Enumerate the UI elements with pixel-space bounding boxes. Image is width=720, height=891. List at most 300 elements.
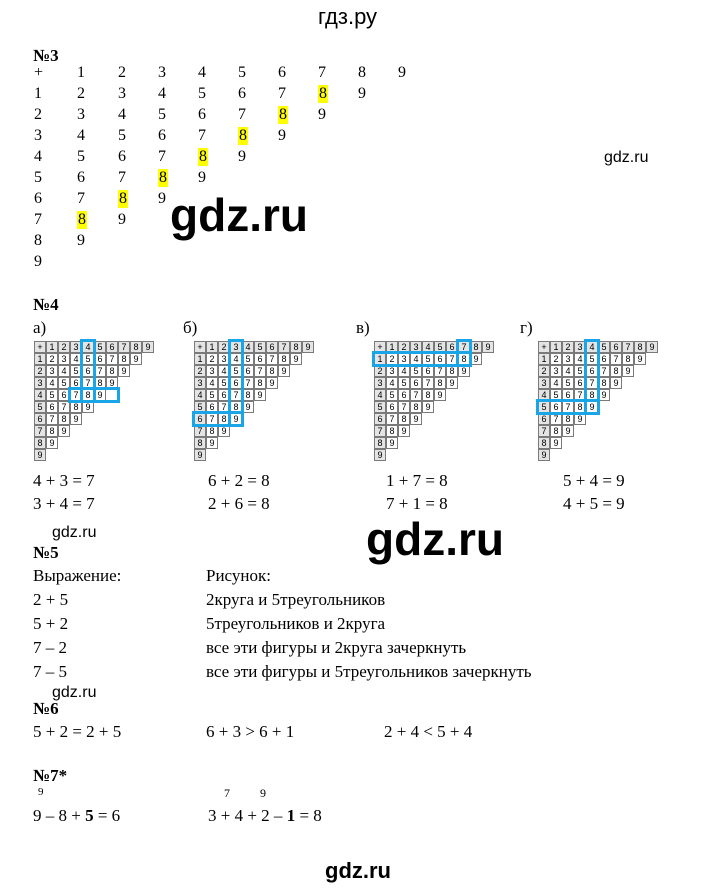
mini-table-cell: 5 [194,401,206,413]
mini-table-cell: 7 [386,413,398,425]
mini-table-cell: 9 [94,389,106,401]
task5-pic: все эти фигуры и 2круга зачеркнуть [206,638,467,657]
mini-table-cell: 2 [398,341,410,353]
task7-eq2-note: 9 [260,786,266,800]
mini-table-cell: 5 [574,365,586,377]
task4-g-eq2: 4 + 5 = 9 [563,494,625,513]
mini-table-cell: 7 [562,401,574,413]
mini-table-cell: 9 [610,377,622,389]
mini-table-cell: 3 [34,377,46,389]
table-cell: + [34,64,44,81]
mini-table-cell: 7 [538,425,550,437]
mini-table-cell: 4 [538,389,550,401]
mini-table-cell: 7 [70,389,82,401]
mini-table-cell: 5 [410,365,422,377]
mini-table-cell: 5 [538,401,550,413]
mini-table-cell: 8 [82,389,94,401]
mini-table-cell: 8 [446,365,458,377]
mini-table-cell: 4 [206,377,218,389]
mini-table-cell: 6 [70,377,82,389]
table-cell: 9 [77,232,85,249]
mini-table-cell: 9 [242,401,254,413]
task7-header: №7* [33,766,68,785]
mini-table-cell: + [374,341,386,353]
mini-table-cell: 8 [58,413,70,425]
mini-table-cell: 9 [550,437,562,449]
task7-eq2-post: = 8 [295,806,322,825]
mini-table-cell: 8 [470,341,482,353]
task4-a-eq1: 4 + 3 = 7 [33,471,95,490]
mini-table-cell: 9 [434,389,446,401]
table-cell: 4 [158,85,166,102]
mini-table-cell: 7 [58,401,70,413]
mini-table-cell: 6 [230,377,242,389]
mini-table-cell: 7 [422,377,434,389]
mini-table-cell: 2 [218,341,230,353]
mini-table-cell: 9 [302,341,314,353]
task7-eq1-post: = 6 [93,806,121,825]
mini-table-cell: 7 [434,365,446,377]
highlight-frame [536,399,600,415]
table-cell: 3 [34,127,42,144]
mini-table-cell: 5 [242,353,254,365]
table-cell: 9 [158,190,166,207]
task7-eq1-note: 9 [38,786,44,798]
table-cell: 5 [158,106,166,123]
mini-table-cell: 8 [266,365,278,377]
mini-table-cell: 3 [374,377,386,389]
mini-table-cell: 9 [46,437,58,449]
mini-table-cell: 7 [586,377,598,389]
mini-table-cell: 9 [106,377,118,389]
mini-table-cell: 8 [106,365,118,377]
table-cell: 9 [238,148,246,165]
mini-table-cell: 6 [598,353,610,365]
mini-table-cell: 8 [410,401,422,413]
mini-table-cell: 9 [70,413,82,425]
mini-table-cell: 9 [82,401,94,413]
mini-table-cell: 9 [446,377,458,389]
mini-table-cell: 8 [70,401,82,413]
task4-g-eq1: 5 + 4 = 9 [563,471,625,490]
mini-table-cell: 9 [130,353,142,365]
task5-col-expr-title: Выражение: [33,566,122,585]
table-cell: 2 [118,64,126,81]
mini-table-cell: + [194,341,206,353]
mini-table-cell: 8 [46,425,58,437]
mini-table-cell: 9 [254,389,266,401]
table-cell: 7 [238,106,246,123]
mini-table-cell: 8 [562,413,574,425]
task5-pic: 2круга и 5треугольников [206,590,386,609]
mini-table-cell: 6 [574,377,586,389]
mini-table-cell: 4 [194,389,206,401]
mini-table-cell: 7 [398,401,410,413]
mini-table-cell: 9 [34,449,46,461]
mini-table-cell: 7 [34,425,46,437]
table-cell: 7 [318,64,326,81]
task5-expr: 2 + 5 [33,590,69,609]
table-cell: 9 [118,211,126,228]
mini-table-cell: 3 [574,341,586,353]
mini-table-cell: 8 [386,425,398,437]
mini-table-cell: 5 [230,365,242,377]
mini-table-cell: 6 [374,413,386,425]
mini-table-cell: 6 [94,353,106,365]
mini-table-cell: 9 [562,425,574,437]
table-cell: 6 [238,85,246,102]
mini-table-cell: 1 [374,353,386,365]
mini-table-cell: 7 [218,401,230,413]
mini-table-cell: 3 [194,377,206,389]
mini-table-cell: 7 [550,413,562,425]
table-cell: 8 [78,211,86,228]
table-cell: 8 [119,190,127,207]
mini-table-cell: 2 [550,353,562,365]
mini-table-cell: 6 [550,401,562,413]
table-cell: 1 [34,85,42,102]
mini-table-cell: 7 [278,341,290,353]
mini-table-cell: 2 [374,365,386,377]
task4-label-g: г) [520,318,533,337]
mini-table-cell: 4 [550,377,562,389]
mini-table-cell: 2 [58,341,70,353]
table-cell: 3 [77,106,85,123]
table-cell: 9 [198,169,206,186]
mini-table-cell: 7 [598,365,610,377]
mini-table-cell: 9 [230,413,242,425]
mini-table-cell: 6 [446,341,458,353]
mini-table-cell: 5 [58,377,70,389]
mini-table-cell: 8 [118,353,130,365]
mini-table-cell: 4 [574,353,586,365]
table-cell: 4 [34,148,42,165]
mini-table-cell: 7 [622,341,634,353]
mini-table-cell: 5 [386,389,398,401]
mini-table-cell: 3 [538,377,550,389]
mini-table-cell: 8 [34,437,46,449]
mini-table-cell: 9 [374,449,386,461]
mini-table-cell: 8 [422,389,434,401]
mini-table-cell: 7 [410,389,422,401]
task5-expr: 7 – 5 [33,662,67,681]
highlight-frame [456,339,472,367]
mini-table-cell: 8 [574,401,586,413]
mini-table-cell: 7 [118,341,130,353]
table-cell: 2 [77,85,85,102]
task4-b-eq1: 6 + 2 = 8 [208,471,270,490]
mini-table-cell: 1 [206,341,218,353]
mini-table-cell: 9 [58,425,70,437]
mini-table-cell: 8 [218,413,230,425]
mini-table-cell: 6 [266,341,278,353]
table-cell: 5 [118,127,126,144]
table-cell: 3 [118,85,126,102]
mini-table-cell: 8 [254,377,266,389]
mini-table-cell: 7 [610,353,622,365]
table-cell: 6 [158,127,166,144]
mini-table-cell: 5 [550,389,562,401]
mini-table-cell: 9 [386,437,398,449]
watermark-large: gdz.ru [366,513,504,565]
mini-table-cell: 5 [434,341,446,353]
mini-table-cell: 8 [194,437,206,449]
mini-table-cell: 6 [386,401,398,413]
mini-table-cell: 6 [242,365,254,377]
mini-table-cell: 2 [206,353,218,365]
mini-table-cell: 2 [34,365,46,377]
task7-eq2-pre: 3 + 4 + 2 – [208,806,287,825]
mini-table-cell: 3 [398,353,410,365]
mini-table-cell: 9 [422,401,434,413]
mini-table-cell: 5 [562,377,574,389]
mini-table-cell: 6 [586,365,598,377]
task5-expr: 7 – 2 [33,638,67,657]
mini-table-cell: 3 [218,353,230,365]
mini-table-cell: 7 [574,389,586,401]
mini-table-cell: 5 [82,353,94,365]
mini-table-cell: 9 [218,425,230,437]
table-cell: 5 [238,64,246,81]
mini-table-cell: 1 [550,341,562,353]
mini-table-cell: 6 [106,341,118,353]
task7-eq1 [33,806,120,826]
mini-table-cell: 5 [34,401,46,413]
watermark-small: gdz.ru [52,524,97,541]
table-cell: 7 [118,169,126,186]
mini-table-cell: 8 [434,377,446,389]
mini-table-cell: 1 [34,353,46,365]
mini-table-cell: 9 [194,449,206,461]
mini-table-cell: 8 [130,341,142,353]
table-cell: 6 [278,64,286,81]
mini-table-cell: 7 [374,425,386,437]
task7-eq1-answer: 5 [85,806,94,825]
mini-table-cell: 6 [254,353,266,365]
mini-table-cell: 7 [194,425,206,437]
mini-table-cell: 6 [398,389,410,401]
mini-table-cell: 7 [230,389,242,401]
mini-table-cell: 5 [94,341,106,353]
watermark-footer: gdz.ru [325,858,391,883]
table-cell: 7 [198,127,206,144]
mini-table-cell: 4 [586,341,598,353]
mini-table-cell: 9 [538,449,550,461]
table-cell: 4 [198,64,206,81]
mini-table-cell: 4 [410,353,422,365]
task5-pic: 5треугольников и 2круга [206,614,386,633]
task5-expr: 5 + 2 [33,614,69,633]
mini-table-cell: 7 [458,341,470,353]
mini-table-cell: 9 [586,401,598,413]
mini-table-cell: 5 [374,401,386,413]
mini-table-cell: 6 [410,377,422,389]
mini-table-cell: 6 [194,413,206,425]
mini-table-cell: 5 [598,341,610,353]
watermark-small: gdz.ru [604,149,649,166]
mini-table-cell: 2 [46,353,58,365]
mini-table-cell: 6 [422,365,434,377]
mini-table-cell: 9 [622,365,634,377]
task6-item: 5 + 2 = 2 + 5 [33,722,122,741]
mini-table-cell: 6 [538,413,550,425]
task6-item: 2 + 4 < 5 + 4 [384,722,473,741]
mini-table-cell: 7 [82,377,94,389]
mini-table-cell: 8 [242,389,254,401]
task7-eq1-pre: 9 – 8 + [33,806,86,825]
watermark-large: gdz.ru [170,189,308,241]
mini-table-cell: 5 [422,353,434,365]
mini-table-cell: 7 [206,413,218,425]
mini-table-cell: 4 [386,377,398,389]
mini-table-cell: 3 [410,341,422,353]
mini-table-cell: 3 [206,365,218,377]
mini-table-cell: 3 [562,353,574,365]
mini-table-cell: 4 [562,365,574,377]
mini-table-cell: 5 [254,341,266,353]
mini-table-cell: 9 [598,389,610,401]
mini-table-cell: + [538,341,550,353]
mini-table-cell: 8 [634,341,646,353]
table-cell: 9 [398,64,406,81]
mini-table-cell: 8 [622,353,634,365]
highlight-frame [80,339,96,403]
task4-label-a: а) [33,318,47,337]
task4-b-eq2: 2 + 6 = 8 [208,494,270,513]
task7-eq2 [208,806,322,826]
mini-table-cell: 2 [538,365,550,377]
mini-table-cell: 6 [610,341,622,353]
mini-table-cell: 4 [230,353,242,365]
mini-table-cell: 9 [410,413,422,425]
table-cell: 9 [34,253,42,270]
table-cell: 7 [34,211,42,228]
table-cell: 5 [198,85,206,102]
mini-table-cell: 1 [194,353,206,365]
table-cell: 8 [34,232,42,249]
mini-table-cell: 5 [206,389,218,401]
mini-table-cell: 7 [94,365,106,377]
mini-table-cell: 7 [446,353,458,365]
mini-table-cell: 7 [266,353,278,365]
mini-table-cell: 3 [386,365,398,377]
task7-eq2-note: 7 [224,786,230,800]
table-cell: 6 [77,169,85,186]
mini-table-cell: 5 [586,353,598,365]
table-cell: 9 [318,106,326,123]
task4-label-b: б) [183,318,198,337]
mini-table-cell: 4 [242,341,254,353]
task6-item: 6 + 3 > 6 + 1 [206,722,295,741]
task4-a-eq2: 3 + 4 = 7 [33,494,95,513]
mini-table-cell: + [34,341,46,353]
table-cell: 4 [118,106,126,123]
mini-table-cell: 5 [46,389,58,401]
mini-table-cell: 9 [398,425,410,437]
mini-table-cell: 4 [46,377,58,389]
table-cell: 1 [77,64,85,81]
mini-table-cell: 8 [374,437,386,449]
table-cell: 9 [278,127,286,144]
mini-table-cell: 9 [290,353,302,365]
task4-header: №4 [33,295,59,314]
task5-col-pic-title: Рисунок: [206,566,271,585]
mini-table-cell: 9 [266,377,278,389]
mini-table-cell: 9 [458,365,470,377]
mini-table-cell: 3 [46,365,58,377]
mini-table-cell: 8 [230,401,242,413]
mini-table-cell: 8 [550,425,562,437]
mini-table-cell: 5 [218,377,230,389]
mini-table-cell: 6 [434,353,446,365]
table-cell: 5 [77,148,85,165]
mini-table-cell: 9 [574,413,586,425]
mini-table-cell: 2 [562,341,574,353]
mini-table-cell: 3 [70,341,82,353]
table-cell: 9 [358,85,366,102]
mini-table-cell: 6 [58,389,70,401]
mini-table-cell: 1 [46,341,58,353]
table-cell: 6 [118,148,126,165]
mini-table-cell: 4 [34,389,46,401]
mini-table-cell: 6 [218,389,230,401]
mini-table-cell: 8 [598,377,610,389]
mini-table-cell: 3 [58,353,70,365]
table-cell: 5 [34,169,42,186]
table-cell: 8 [358,64,366,81]
table-cell: 7 [158,148,166,165]
mini-table-cell: 9 [118,365,130,377]
task4-v-eq2: 7 + 1 = 8 [386,494,448,513]
mini-table-cell: 5 [398,377,410,389]
mini-table-cell: 9 [482,341,494,353]
task3-header: №3 [33,46,59,65]
table-cell: 8 [199,148,207,165]
mini-table-cell: 4 [374,389,386,401]
mini-table-cell: 8 [586,389,598,401]
mini-table-cell: 7 [254,365,266,377]
task6-header: №6 [33,699,59,718]
table-cell: 8 [239,127,247,144]
mini-table-cell: 9 [142,341,154,353]
mini-table-cell: 2 [386,353,398,365]
mini-table-cell: 9 [470,353,482,365]
mini-table-cell: 4 [58,365,70,377]
mini-table-cell: 8 [94,377,106,389]
mini-table-cell: 1 [538,353,550,365]
mini-table-cell: 7 [242,377,254,389]
mini-table-cell: 9 [646,341,658,353]
mini-table-cell: 9 [278,365,290,377]
table-cell: 8 [279,106,287,123]
mini-table-cell: 4 [70,353,82,365]
table-cell: 3 [158,64,166,81]
table-cell: 8 [319,85,327,102]
mini-table-cell: 4 [422,341,434,353]
mini-table-cell: 3 [230,341,242,353]
mini-table-cell: 5 [70,365,82,377]
mini-table-cell: 8 [290,341,302,353]
mini-table-cell: 4 [398,365,410,377]
mini-table-cell: 9 [634,353,646,365]
mini-table-cell: 6 [34,413,46,425]
mini-table-cell: 1 [386,341,398,353]
task5-header: №5 [33,543,59,562]
task4-label-v: в) [356,318,370,337]
table-cell: 8 [159,169,167,186]
task5-pic: все эти фигуры и 5треугольников зачеркнуть [206,662,532,681]
mini-table-cell: 4 [218,365,230,377]
